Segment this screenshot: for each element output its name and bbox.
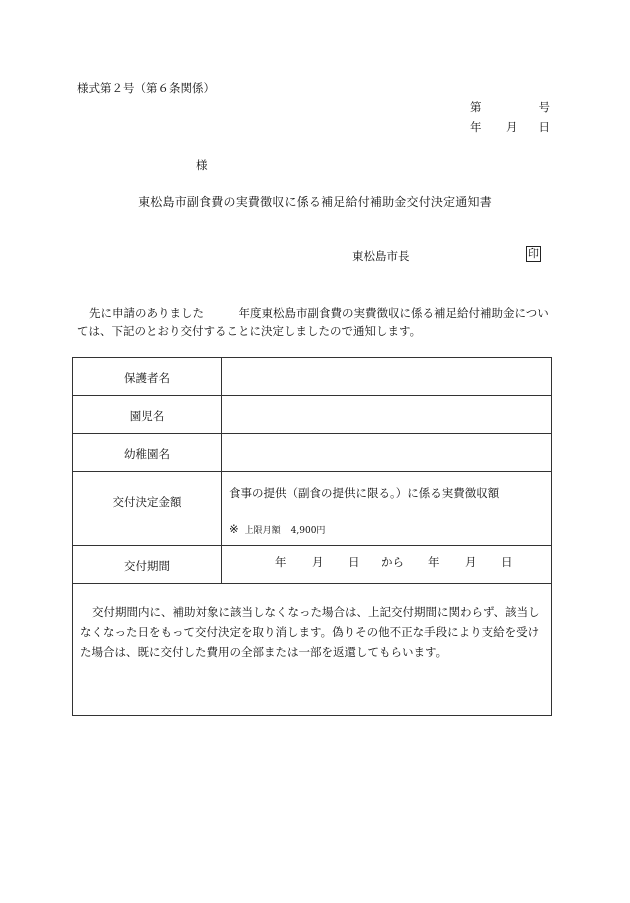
- document-date: [470, 119, 550, 133]
- period-month-2: 月: [465, 555, 477, 569]
- label-guardian-name: 保護者名: [124, 371, 170, 385]
- period-from: から: [381, 555, 404, 569]
- period-day-1: 日: [348, 555, 360, 569]
- guardian-name-field[interactable]: [222, 358, 551, 395]
- limit-value: 4,900円: [290, 526, 326, 536]
- period-month-1: 月: [312, 555, 324, 569]
- label-kindergarten-name: 幼稚園名: [124, 447, 170, 461]
- monthly-limit: [229, 522, 325, 536]
- period-year-2: 年: [428, 555, 440, 569]
- note-mark: ※: [229, 522, 239, 536]
- form-number: 様式第２号（第６条関係）: [77, 81, 215, 95]
- label-grant-amount: 交付決定金額: [112, 495, 182, 509]
- seal-box: 印: [528, 247, 539, 260]
- period-day-2: 日: [501, 555, 513, 569]
- document-title: 東松島市副食費の実費徴収に係る補足給付補助金交付決定通知書: [138, 195, 492, 209]
- amount-description: 食事の提供（副食の提供に限る。）に係る実費徴収額: [229, 486, 500, 500]
- limit-label: 上限月額: [244, 526, 281, 536]
- grant-period-dates: [222, 554, 551, 568]
- number-suffix: 号: [538, 100, 550, 114]
- date-month: 月: [506, 120, 518, 134]
- issuer-name: 東松島市長: [352, 249, 410, 263]
- child-name-field[interactable]: [222, 396, 551, 433]
- kindergarten-name-field[interactable]: [222, 434, 551, 471]
- addressee-suffix: 様: [196, 158, 208, 172]
- intro-paragraph: 先に申請のありました 年度東松島市副食費の実費徴収に係る補足給付補助金については、下記のとおり交付することに決定しましたので通知します。: [77, 306, 549, 338]
- cancellation-notice: 交付期間内に、補助対象に該当しなくなった場合は、上記交付期間に関わらず、該当しなくなった日をもって交付決定を取り消します。偽りその他不正な手段により支給を受けた場合は、既に交付した費用の全部または一部を返還してもらいます。: [80, 605, 540, 659]
- label-grant-period: 交付期間: [124, 559, 170, 573]
- label-child-name: 園児名: [129, 409, 165, 423]
- period-year-1: 年: [275, 555, 287, 569]
- number-prefix: 第: [470, 100, 482, 114]
- date-day: 日: [538, 120, 550, 134]
- date-year: 年: [470, 120, 482, 134]
- grant-table: [72, 357, 552, 716]
